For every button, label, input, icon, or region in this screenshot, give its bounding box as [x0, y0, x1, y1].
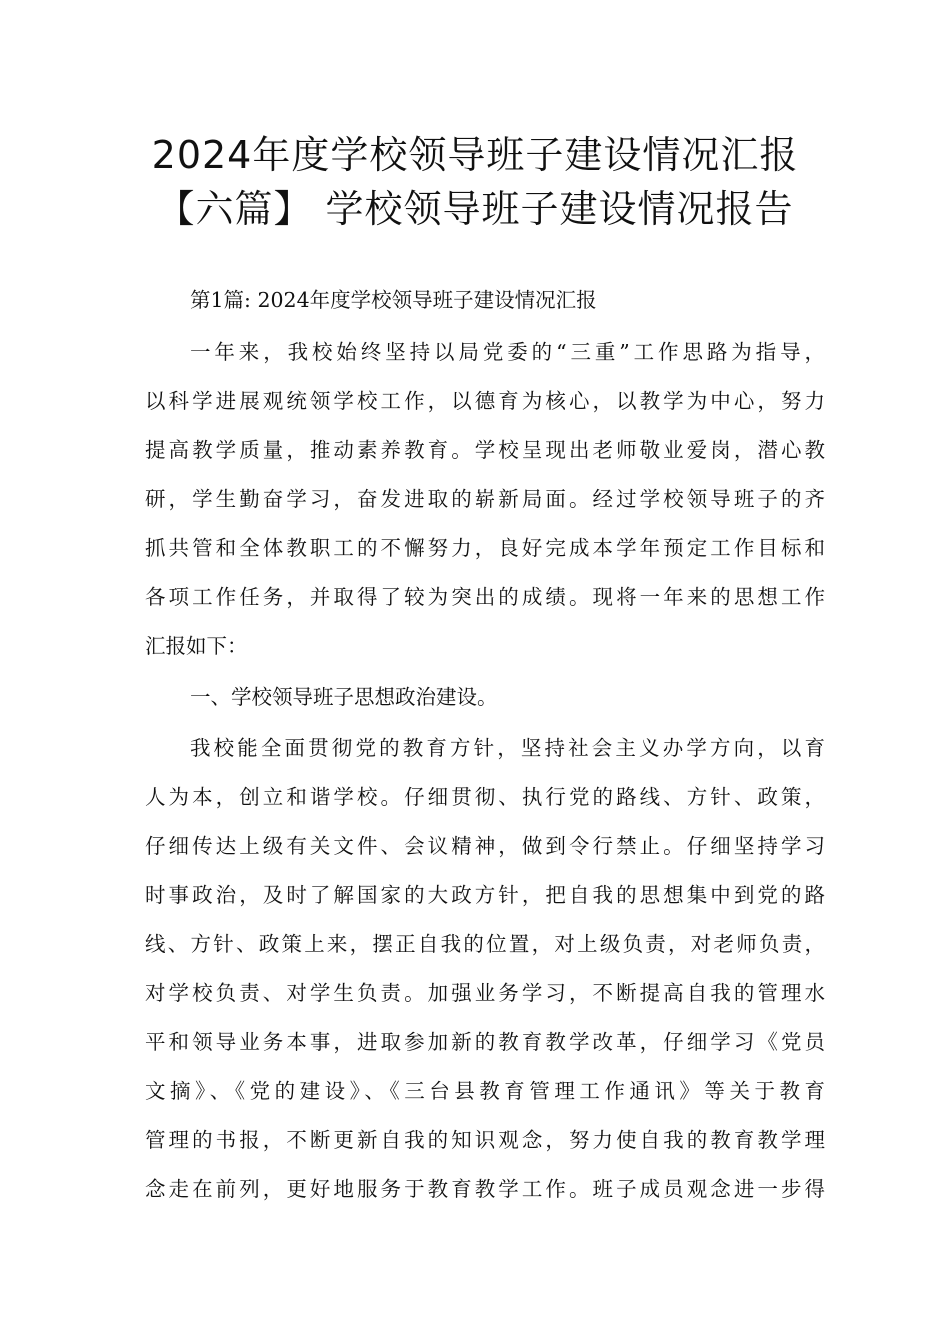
- document-title-line-2: 【六篇】 学校领导班子建设情况报告: [156, 187, 794, 231]
- paragraph-line: 一年来，我校始终坚持以局党委的“三重”工作思路为指导，: [190, 340, 825, 364]
- paragraph-line: 时事政治，及时了解国家的大政方针，把自我的思想集中到党的路: [145, 883, 825, 907]
- paragraph-line: 研，学生勤奋学习，奋发进取的崭新局面。经过学校领导班子的齐: [145, 487, 825, 511]
- paragraph-line: 线、方针、政策上来，摆正自我的位置，对上级负责，对老师负责，: [145, 932, 825, 956]
- paragraph-line: 各项工作任务，并取得了较为突出的成绩。现将一年来的思想工作: [145, 585, 825, 609]
- paragraph-line: 我校能全面贯彻党的教育方针，坚持社会主义办学方向，以育: [190, 736, 825, 760]
- paragraph-line: 提高教学质量，推动素养教育。学校呈现出老师敬业爱岗，潜心教: [145, 438, 825, 462]
- paragraph-line: 对学校负责、对学生负责。加强业务学习，不断提高自我的管理水: [145, 981, 825, 1005]
- paragraph-line: 人为本，创立和谐学校。仔细贯彻、执行党的路线、方针、政策，: [145, 785, 825, 809]
- document-title-line-1: 2024年度学校领导班子建设情况汇报: [151, 133, 799, 177]
- paragraph-line: 管理的书报，不断更新自我的知识观念，努力使自我的教育教学理: [145, 1128, 825, 1152]
- paragraph-line: 汇报如下：: [145, 634, 248, 658]
- paragraph-line: 以科学进展观统领学校工作，以德育为核心，以教学为中心，努力: [145, 389, 825, 413]
- paragraph-line: 仔细传达上级有关文件、会议精神，做到令行禁止。仔细坚持学习: [145, 834, 825, 858]
- paragraph-line: 抓共管和全体教职工的不懈努力，良好完成本学年预定工作目标和: [145, 536, 825, 560]
- subsection-heading: 一、学校领导班子思想政治建设。: [190, 685, 498, 709]
- paragraph-line: 平和领导业务本事，进取参加新的教育教学改革，仔细学习《党员: [145, 1030, 825, 1054]
- paragraph-line: 文摘》、《党的建设》、《三台县教育管理工作通讯》等关于教育: [145, 1079, 825, 1103]
- paragraph-line: 念走在前列，更好地服务于教育教学工作。班子成员观念进一步得: [145, 1177, 825, 1201]
- section-heading: 第1篇: 2024年度学校领导班子建设情况汇报: [190, 288, 597, 312]
